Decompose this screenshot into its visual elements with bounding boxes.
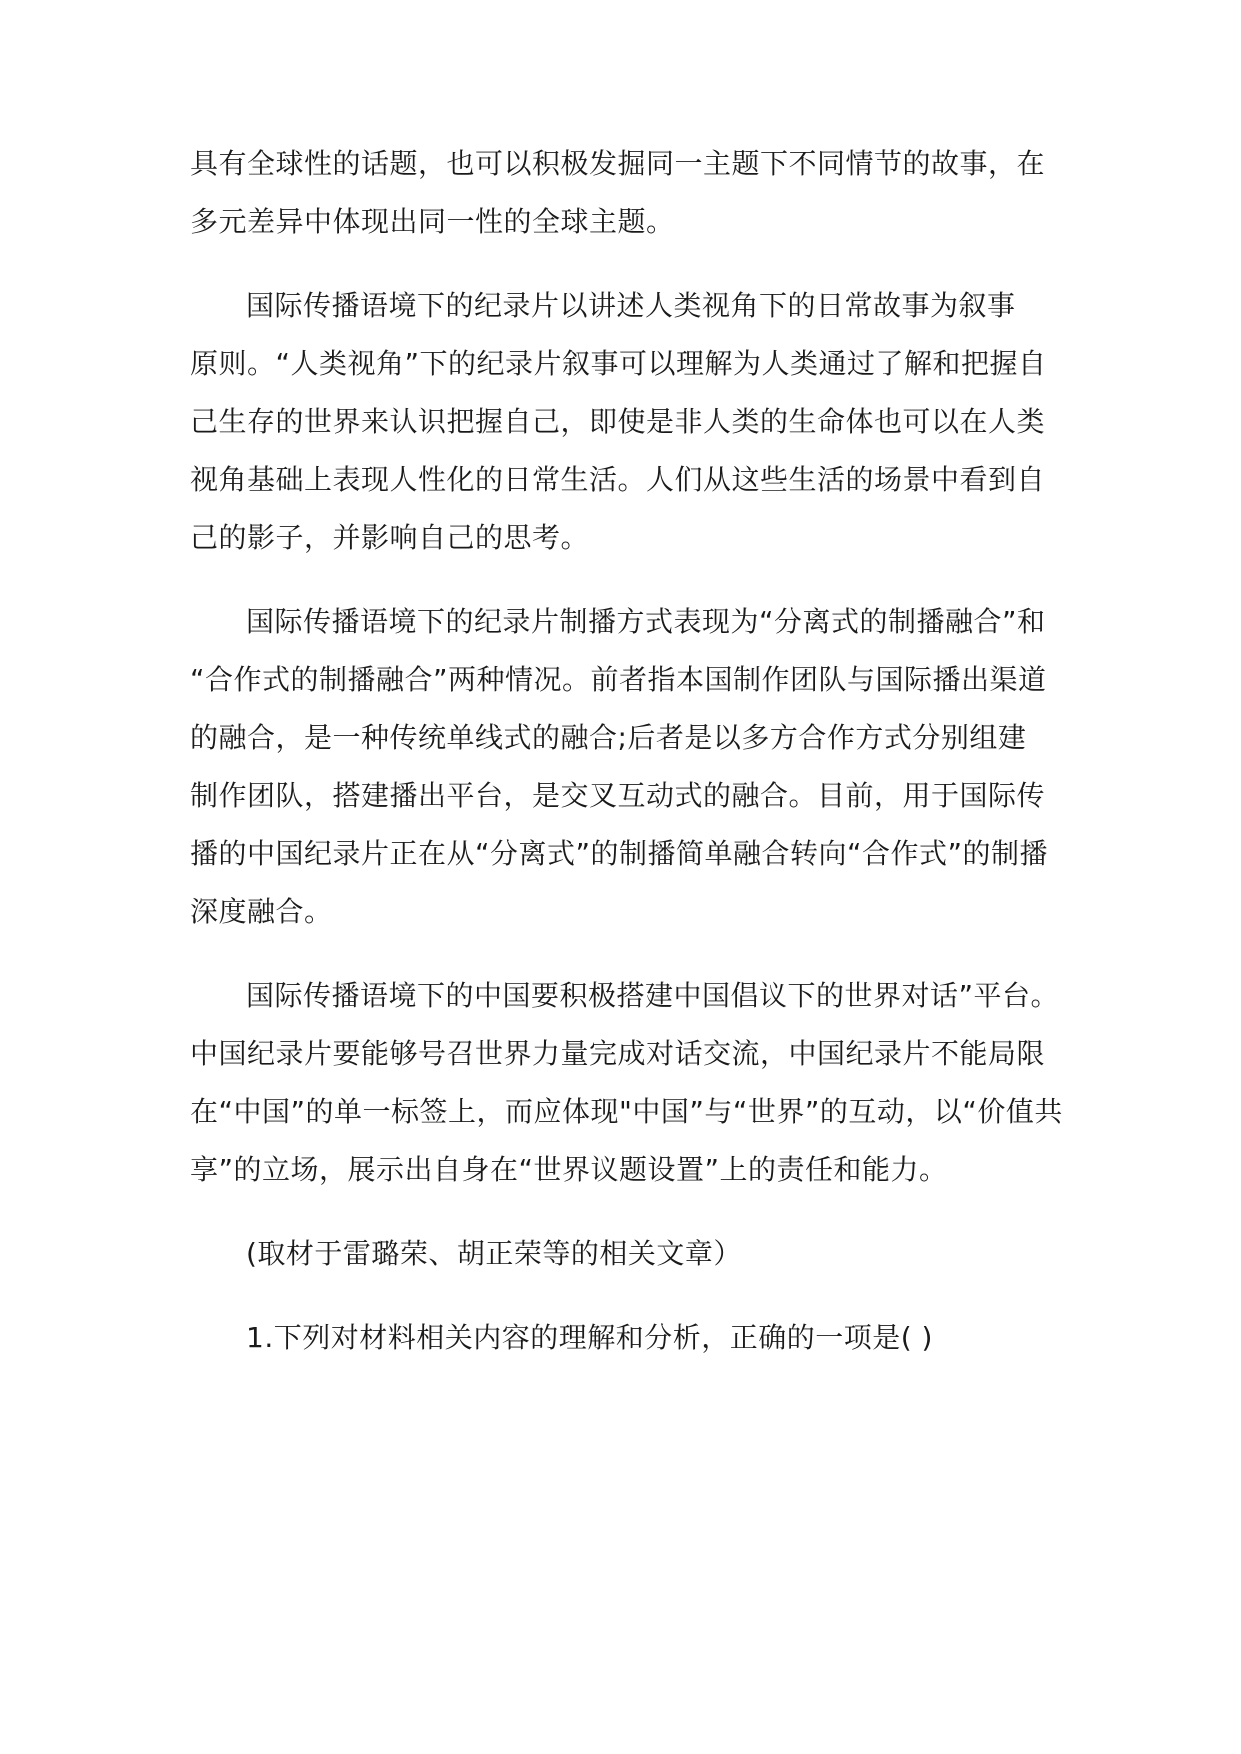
paragraph-3-line-3: 的融合，是一种传统单线式的融合;后者是以多方合作方式分别组建 (190, 721, 1027, 754)
paragraph-4-line-1: 国际传播语境下的中国要积极搭建中国倡议下的世界对话”平台。 (246, 979, 1060, 1012)
paragraph-2-line-3: 己生存的世界来认识把握自己，即使是非人类的生命体也可以在人类 (190, 405, 1046, 438)
paragraph-3-line-6: 深度融合。 (190, 895, 333, 928)
paragraph-1-line-2: 多元差异中体现出同一性的全球主题。 (190, 205, 675, 238)
paragraph-2-line-4: 视角基础上表现人性化的日常生活。人们从这些生活的场景中看到自 (190, 463, 1046, 496)
paragraph-3-line-4: 制作团队，搭建播出平台，是交叉互动式的融合。目前，用于国际传 (190, 779, 1046, 812)
paragraph-3-line-2: “合作式的制播融合”两种情况。前者指本国制作团队与国际播出渠道 (190, 663, 1047, 696)
paragraph-2-line-2: 原则。“人类视角”下的纪录片叙事可以理解为人类通过了解和把握自 (190, 347, 1047, 380)
paragraph-2-line-5: 己的影子，并影响自己的思考。 (190, 521, 590, 554)
paragraph-3-line-1: 国际传播语境下的纪录片制播方式表现为“分离式的制播融合”和 (246, 605, 1046, 638)
paragraph-1-line-1: 具有全球性的话题，也可以积极发掘同一主题下不同情节的故事，在 (190, 147, 1046, 180)
paragraph-3-line-5: 播的中国纪录片正在从“分离式”的制播简单融合转向“合作式”的制播 (190, 837, 1049, 870)
paragraph-4-line-3: 在“中国”的单一标签上，而应体现"中国”与“世界”的互动，以“价值共 (190, 1095, 1063, 1128)
source-note: (取材于雷璐荣、胡正荣等的相关文章） (246, 1237, 742, 1270)
paragraph-2-line-1: 国际传播语境下的纪录片以讲述人类视角下的日常故事为叙事 (246, 289, 1016, 322)
question-1: 1.下列对材料相关内容的理解和分析，正确的一项是( ) (246, 1321, 933, 1354)
paragraph-4-line-2: 中国纪录片要能够号召世界力量完成对话交流，中国纪录片不能局限 (190, 1037, 1046, 1070)
paragraph-4-line-4: 享”的立场，展示出自身在“世界议题设置”上的责任和能力。 (190, 1153, 948, 1186)
